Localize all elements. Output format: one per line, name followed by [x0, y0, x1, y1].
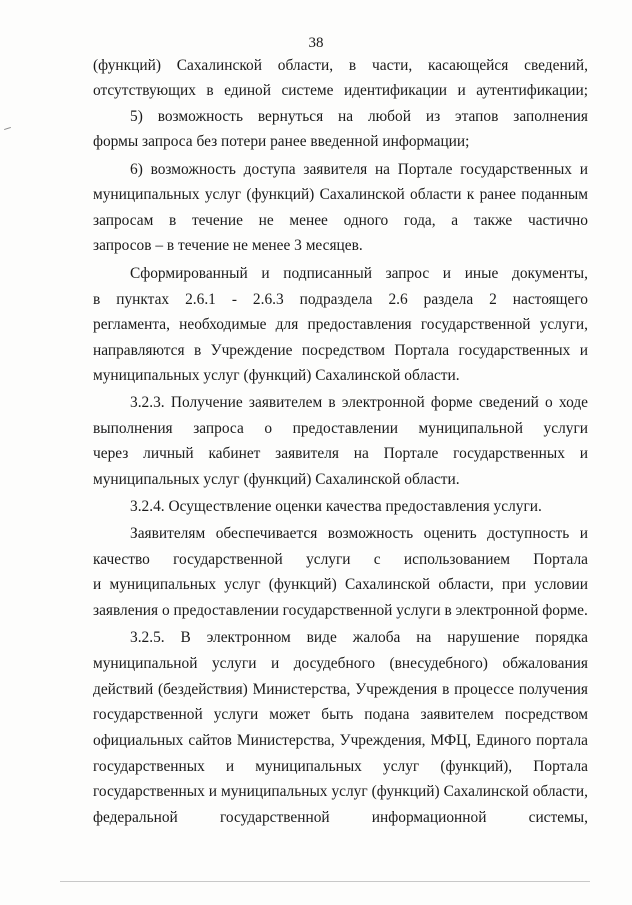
text-line: заявления о предоставлении государственной услуги в электронной форме.	[93, 602, 588, 619]
text-line: формы запроса без потери ранее введенной информации;	[93, 133, 470, 150]
text-line: Сформированный и подписанный запрос и иные документы,	[130, 265, 588, 282]
text-line: муниципальных услуг (функций) Сахалинской области к ранее поданным	[93, 186, 588, 203]
text-line: официальных сайтов Министерства, Учреждения, МФЦ, Единого портала	[93, 732, 588, 749]
text-line: Заявителям обеспечивается возможность оценить доступность и	[130, 525, 588, 542]
scan-edge	[60, 881, 590, 882]
text-line: качество государственной услуги с использованием Портала	[93, 551, 588, 568]
text-line: 3.2.4. Осуществление оценки качества предоставления услуги.	[130, 498, 542, 515]
text-line: муниципальных услуг (функций) Сахалинской области.	[93, 471, 460, 488]
text-line: запросов – в течение не менее 3 месяцев.	[93, 237, 363, 254]
text-line: в пунктах 2.6.1 - 2.6.3 подраздела 2.6 раздела 2 настоящего	[93, 291, 588, 308]
text-line: 5) возможность вернуться на любой из этапов заполнения	[130, 108, 588, 125]
text-line: государственной услуги может быть подана заявителем посредством	[93, 706, 588, 723]
text-line: отсутствующих в единой системе идентификации и аутентификации;	[93, 82, 588, 99]
text-line: государственных и муниципальных услуг (функций), Портала	[93, 758, 588, 775]
text-line: выполнения запроса о предоставлении муниципальной услуги	[93, 420, 588, 437]
page-number: 38	[308, 35, 324, 51]
text-line: направляются в Учреждение посредством Портала государственных и	[93, 342, 588, 359]
text-line: муниципальных услуг (функций) Сахалинской области.	[93, 367, 460, 384]
scan-mark	[4, 127, 11, 130]
text-line: 3.2.5. В электронном виде жалоба на нарушение порядка	[130, 629, 588, 646]
text-line: федеральной государственной информационной системы,	[93, 809, 588, 826]
text-line: через личный кабинет заявителя на Портале государственных и	[93, 445, 588, 462]
text-line: (функций) Сахалинской области, в части, касающейся сведений,	[93, 57, 588, 74]
text-line: и муниципальных услуг (функций) Сахалинской области, при условии	[93, 576, 588, 593]
text-line: действий (бездействия) Министерства, Учреждения в процессе получения	[93, 681, 588, 698]
text-line: 3.2.3. Получение заявителем в электронной форме сведений о ходе	[130, 394, 588, 411]
text-line: 6) возможность доступа заявителя на Портале государственных и	[130, 161, 588, 178]
text-line: запросам в течение не менее одного года, а также частично	[93, 212, 588, 229]
text-line: государственных и муниципальных услуг (функций) Сахалинской области,	[93, 783, 588, 800]
text-line: муниципальной услуги и досудебного (внесудебного) обжалования	[93, 655, 588, 672]
text-line: регламента, необходимые для предоставления государственной услуги,	[93, 316, 588, 333]
